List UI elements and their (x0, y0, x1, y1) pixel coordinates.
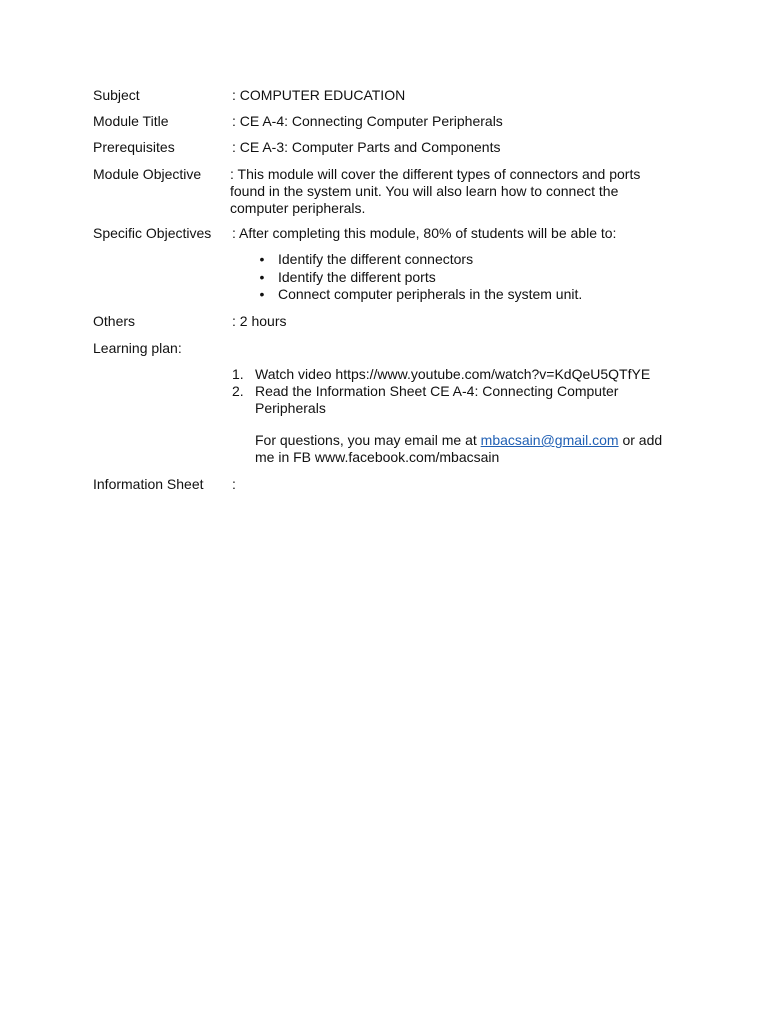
module-title-value: : CE A-4: Connecting Computer Peripherals (232, 113, 503, 129)
learning-plan-label: Learning plan: (93, 340, 182, 356)
list-item (255, 251, 582, 269)
learning-plan-list (232, 366, 672, 417)
list-item (232, 366, 672, 383)
plan-text: Watch video https://www.youtube.com/watch?v=KdQeU5QTfYE (255, 366, 651, 382)
specific-objectives-value: : After completing this module, 80% of students will be able to: (232, 225, 617, 241)
prerequisites-value: : CE A-3: Computer Parts and Components (232, 139, 501, 155)
list-item (255, 286, 582, 304)
bullet-icon: • (259, 286, 265, 302)
module-title-label: Module Title (93, 113, 169, 129)
email-link[interactable]: mbacsain@gmail.com (480, 432, 619, 448)
objective-text: Connect computer peripherals in the system unit. (278, 286, 583, 302)
others-label: Others (93, 313, 136, 329)
item-number: 1. (232, 366, 244, 382)
subject-value: : COMPUTER EDUCATION (232, 87, 406, 103)
objective-text: Identify the different ports (278, 268, 436, 285)
list-item (232, 383, 672, 417)
item-number: 2. (232, 383, 244, 399)
others-value: : 2 hours (232, 313, 287, 329)
list-item (255, 269, 582, 287)
prerequisites-label: Prerequisites (93, 139, 175, 155)
module-objective-value: : This module will cover the different types of connectors and ports found in the system unit. You will also learn how to connect the computer peripherals. (230, 166, 641, 216)
note-prefix: For questions, you may email me at (255, 432, 481, 448)
information-sheet-label: Information Sheet (93, 476, 204, 492)
note-suffix: or add me in FB www.facebook.com/mbacsain (255, 432, 663, 465)
subject-label: Subject (93, 87, 140, 103)
contact-note (255, 432, 685, 466)
bullet-icon: • (259, 268, 265, 285)
plan-text: Read the Information Sheet CE A-4: Connecting Computer Peripherals (255, 383, 619, 416)
objectives-list (255, 251, 582, 304)
specific-objectives-label: Specific Objectives (93, 225, 212, 241)
module-objective-label: Module Objective (93, 166, 202, 182)
bullet-icon: • (259, 251, 265, 267)
objective-text: Identify the different connectors (278, 251, 474, 267)
information-sheet-value: : (232, 476, 236, 492)
